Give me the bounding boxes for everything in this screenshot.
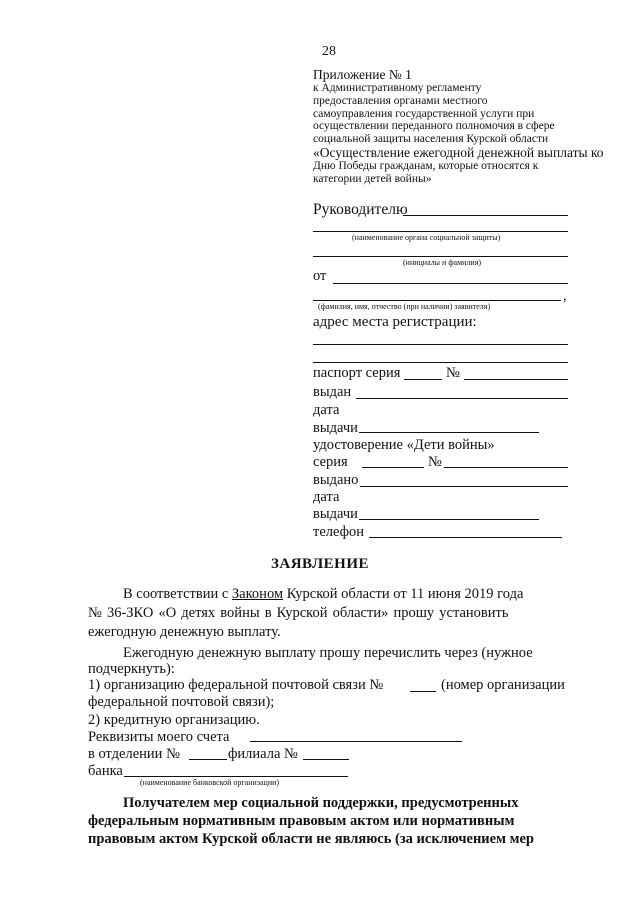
passport-series-label: паспорт серия	[313, 365, 401, 381]
appendix-line: к Административному регламенту	[313, 82, 482, 94]
address-line-2[interactable]	[313, 362, 568, 363]
appendix-line: осуществлении переданного полномочия в сфере	[313, 120, 555, 133]
option-1-line-2: федеральной почтовой связи);	[88, 694, 275, 710]
from-label: от	[313, 268, 327, 284]
bold-line-2: федеральным нормативным правовым актом или нормативным	[88, 813, 515, 829]
option-2: 2) кредитную организацию.	[88, 712, 260, 728]
phone-line[interactable]	[369, 537, 562, 538]
series-label: серия	[313, 454, 348, 470]
certificate-label: удостоверение «Дети войны»	[313, 437, 495, 453]
issued2-label: выдано	[313, 472, 359, 488]
p1-line-2: № 36-ЗКО «О детях войны в Курской области» прошу установить	[88, 605, 509, 621]
law-link[interactable]: Законом	[231, 586, 284, 602]
address-line-1[interactable]	[313, 344, 568, 345]
branch-label: в отделении №	[88, 746, 180, 762]
appendix-line: самоуправления государственной услуги при	[313, 107, 535, 120]
fio-line[interactable]	[313, 300, 561, 301]
postal-number-line[interactable]	[410, 691, 436, 692]
issue-date-line[interactable]	[359, 432, 539, 433]
date-label: дата	[313, 402, 340, 418]
statement-title: ЗАЯВЛЕНИЕ	[270, 556, 370, 572]
bold-line-3: правовым актом Курской области не являюсь (за исключением мер	[88, 831, 534, 847]
account-label: Реквизиты моего счета	[88, 729, 230, 745]
p2-line-2: подчеркнуть):	[88, 661, 175, 677]
bank-label: банка	[88, 763, 123, 779]
initials-line[interactable]	[313, 256, 568, 257]
passport-number-sign: №	[446, 365, 460, 381]
issued2-line[interactable]	[360, 486, 568, 487]
p1-line-1	[123, 586, 523, 603]
issue2-date-line[interactable]	[359, 519, 539, 520]
appendix-line: социальной защиты населения Курской области	[313, 133, 549, 146]
account-line[interactable]	[250, 741, 462, 742]
p1-line-1-start: В соответствии с	[123, 586, 232, 602]
appendix-line: «Осуществление ежегодной денежной выплаты ко	[313, 144, 604, 160]
organ-line[interactable]	[313, 231, 568, 232]
issued-label: выдан	[313, 384, 352, 400]
filial-label: филиала №	[228, 746, 298, 762]
phone-label: телефон	[313, 524, 365, 540]
issue2-label: выдачи	[313, 506, 358, 522]
issue-label: выдачи	[313, 420, 358, 436]
p1-line-3: ежегодную денежную выплату.	[88, 624, 281, 640]
appendix-line: предоставления органами местного	[313, 94, 488, 107]
passport-series-line[interactable]	[404, 379, 442, 380]
passport-number-line[interactable]	[464, 379, 568, 380]
date2-label: дата	[313, 489, 340, 505]
bank-caption: (наименование банковской организации)	[140, 778, 280, 787]
from-line[interactable]	[333, 283, 568, 284]
p1-line-1-end: Курской области от 11 июня 2019 года	[283, 586, 524, 602]
p2-line-1: Ежегодную денежную выплату прошу перечислить через (нужное	[123, 645, 533, 661]
option-1-end: (номер организации	[441, 677, 565, 693]
option-1-start: 1) организацию федеральной почтовой связи №	[88, 677, 384, 693]
appendix-header	[313, 68, 604, 186]
initials-caption: (инициалы и фамилия)	[403, 258, 482, 267]
certificate-number-sign: №	[428, 454, 442, 470]
appendix-line: категории детей войны»	[313, 172, 432, 185]
series-line[interactable]	[362, 467, 424, 468]
appendix-line: Приложение № 1	[313, 67, 412, 82]
bold-line-1: Получателем мер социальной поддержки, предусмотренных	[123, 795, 519, 811]
issued-line[interactable]	[356, 398, 568, 399]
address-label: адрес места регистрации:	[313, 314, 477, 330]
certificate-number-line[interactable]	[444, 467, 568, 468]
head-label: Руководителю	[313, 201, 408, 218]
head-line[interactable]	[403, 215, 568, 216]
page-number: 28	[322, 44, 336, 59]
branch-number-line[interactable]	[189, 759, 227, 760]
fio-comma: ,	[563, 288, 567, 304]
organ-caption: (наименование органа социальной защиты)	[352, 233, 501, 242]
fio-caption: (фамилия, имя, отчество (при наличии) заявителя)	[318, 302, 491, 311]
filial-number-line[interactable]	[303, 759, 349, 760]
bank-line[interactable]	[124, 776, 348, 777]
appendix-line: Дню Победы гражданам, которые относятся к	[313, 159, 539, 172]
